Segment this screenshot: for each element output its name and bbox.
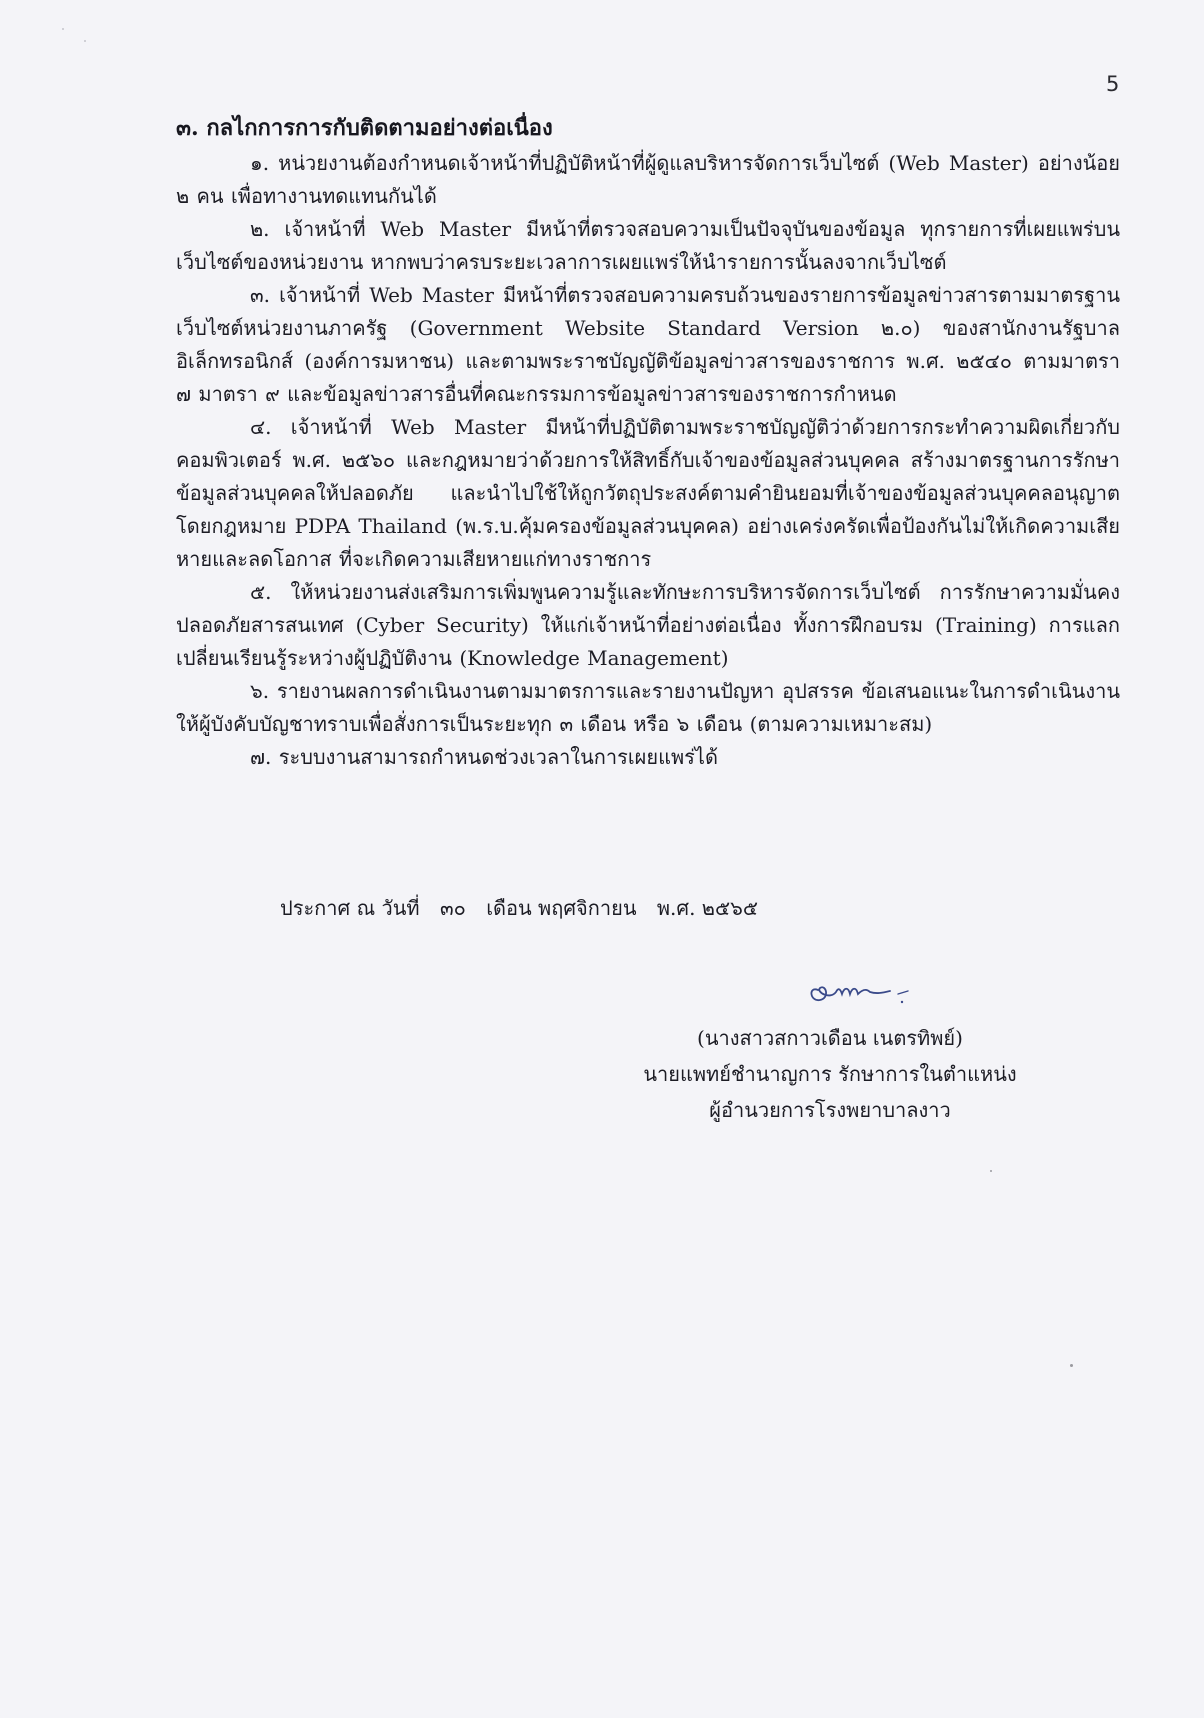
paragraph-1: ๑. หน่วยงานต้องกำหนดเจ้าหน้าที่ปฏิบัติหน้าที่ผู้ดูแลบริหารจัดการเว็บไซต์ (Web Master) อย่างน้อย ๒ คน เพื่อทางานทดแทนกันได้ [176,151,1120,208]
section-heading: ๓. กลไกการการกับติดตามอย่างต่อเนื่อง [176,115,553,141]
scan-speck [1070,1364,1073,1367]
paragraph-5: ๕. ให้หน่วยงานส่งเสริมการเพิ่มพูนความรู้และทักษะการบริหารจัดการเว็บไซต์ การรักษาความมั่นคงปลอดภัยสารสนเทศ (Cyber Security) ให้แก่เจ้าหน้าที่อย่างต่อเนื่อง ทั้งการฝึกอบรม (Training) การแลกเปลี่ยนเรียนรู้ระหว่างผู้ปฏิบัติงาน (Knowledge Management) [176,580,1120,670]
paragraph-7: ๗. ระบบงานสามารถกำหนดช่วงเวลาในการเผยแพร่ได้ [250,745,718,769]
paragraph-2: ๒. เจ้าหน้าที่ Web Master มีหน้าที่ตรวจสอบความเป็นปัจจุบันของข้อมูล ทุกรายการที่เผยแพร่บนเว็บไซต์ของหน่วยงาน หากพบว่าครบระยะเวลาการเผยแพร่ให้นำรายการนั้นลงจากเว็บไซต์ [176,217,1120,274]
page-number: 5 [1106,72,1120,96]
scan-speck [84,40,86,42]
signatory-position: นายแพทย์ชำนาญการ รักษาการในตำแหน่ง [643,1062,1017,1086]
paragraph-3: ๓. เจ้าหน้าที่ Web Master มีหน้าที่ตรวจสอบความครบถ้วนของรายการข้อมูลข่าวสารตามมาตรฐานเว็บไซต์หน่วยงานภาครัฐ (Government Website Standard Version ๒.๐) ของสานักงานรัฐบาลอิเล็กทรอนิกส์ (องค์การมหาชน) และตามพระราชบัญญัติข้อมูลข่าวสารของราชการ พ.ศ. ๒๕๔๐ ตามมาตรา ๗ มาตรา ๙ และข้อมูลข่าวสารอื่นที่คณะกรรมการข้อมูลข่าวสารของราชการกำหนด [176,283,1120,406]
announcement-day: ๓๐ [439,896,466,920]
paragraph-4: ๔. เจ้าหน้าที่ Web Master มีหน้าที่ปฏิบัติตามพระราชบัญญัติว่าด้วยการกระทำความผิดเกี่ยวกับคอมพิวเตอร์ พ.ศ. ๒๕๖๐ และกฎหมายว่าด้วยการให้สิทธิ์กับเจ้าของข้อมูลส่วนบุคคล สร้างมาตรฐานการรักษาข้อมูลส่วนบุคคลให้ปลอดภัย และนำไปใช้ให้ถูกวัตถุประสงค์ตามคำยินยอมที่เจ้าของข้อมูลส่วนบุคคลอนุญาต โดยกฎหมาย PDPA Thailand (พ.ร.บ.คุ้มครองข้อมูลส่วนบุคคล) อย่างเคร่งครัดเพื่อป้องกันไม่ให้เกิดความเสียหายและลดโอกาส ที่จะเกิดความเสียหายแก่ทางราชการ [176,415,1120,571]
announcement-line [280,892,772,925]
paragraph-6: ๖. รายงานผลการดำเนินงานตามมาตรการและรายงานปัญหา อุปสรรค ข้อเสนอแนะในการดำเนินงานให้ผู้บังคับบัญชาทราบเพื่อสั่งการเป็นระยะทุก ๓ เดือน หรือ ๖ เดือน (ตามความเหมาะสม) [176,679,1120,736]
announcement-year: พ.ศ. ๒๕๖๕ [656,896,758,920]
scan-speck [62,28,64,30]
signatory-title: ผู้อำนวยการโรงพยาบาลงาว [709,1098,951,1122]
announcement-prefix: ประกาศ ณ วันที่ [280,896,420,920]
signatory-name: (นางสาวสกาวเดือน เนตรทิพย์) [697,1026,963,1050]
announcement-month: เดือน พฤศจิกายน [486,896,637,920]
handwritten-signature [804,968,914,1012]
signatory-block [600,1020,1060,1128]
scan-speck [990,1170,992,1172]
document-body [176,112,1120,774]
